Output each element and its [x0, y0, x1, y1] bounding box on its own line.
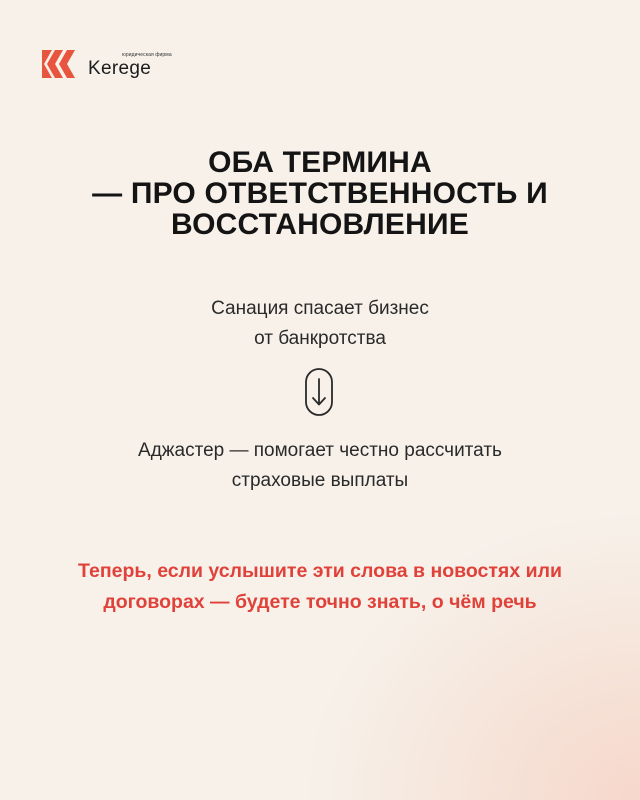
brand-name: Kerege [88, 58, 152, 79]
adjuster-line-1: Аджастер — помогает честно рассчитать [138, 440, 502, 461]
sanation-line-2: от банкротства [254, 328, 386, 349]
call-to-action [0, 556, 640, 618]
title-line-2: — ПРО ОТВЕТСТВЕННОСТЬ И [92, 177, 548, 210]
page-title [0, 147, 640, 240]
cta-line-1: Теперь, если услышите эти слова в новостях или [78, 560, 562, 582]
brand-tagline: юридическая фирма [122, 52, 172, 58]
adjuster-paragraph [0, 436, 640, 496]
title-line-3: ВОССТАНОВЛЕНИЕ [171, 208, 469, 241]
arrow-down-icon [304, 367, 334, 417]
sanation-paragraph [0, 294, 640, 354]
title-line-1: ОБА ТЕРМИНА [208, 146, 432, 179]
sanation-line-1: Санация спасает бизнес [211, 298, 429, 319]
chevrons-logo-icon [42, 48, 78, 80]
cta-line-2: договорах — будете точно знать, о чём речь [103, 591, 537, 613]
brand-logo [42, 48, 172, 80]
adjuster-line-2: страховые выплаты [231, 470, 409, 491]
